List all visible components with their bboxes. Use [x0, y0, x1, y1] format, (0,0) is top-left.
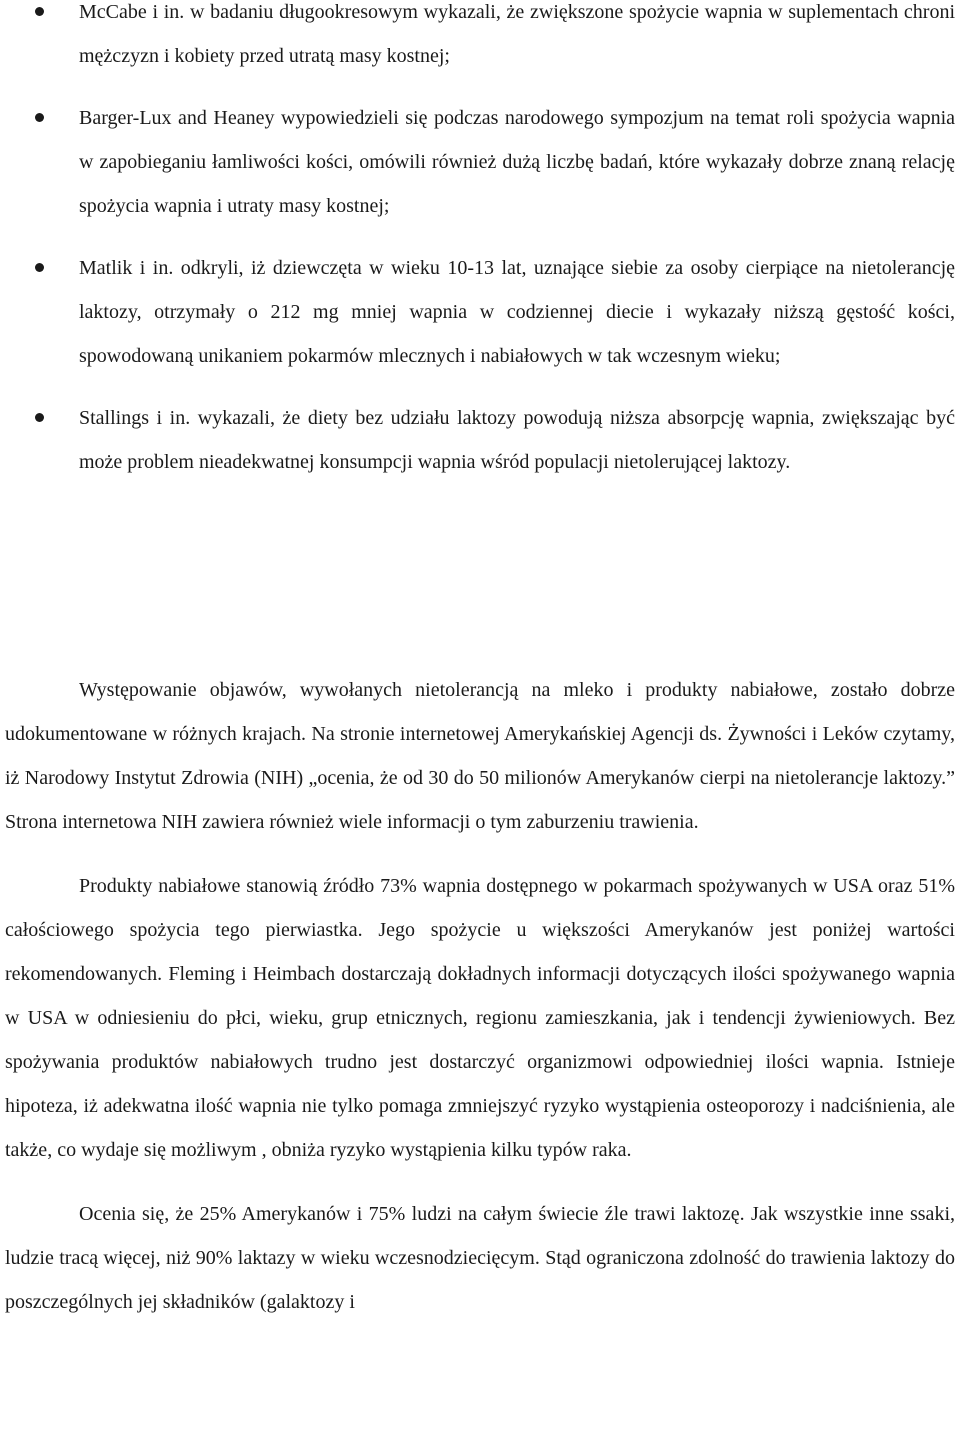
bullet-icon — [35, 7, 44, 16]
paragraph-dairy-calcium: Produkty nabiałowe stanowią źródło 73% wapnia dostępnego w pokarmach spożywanych w USA oraz 51% całościowego spożycia tego pierwiastka. Jego spożycie u większości Amerykanów jest poniżej wartości rekomendowanych. Fleming i Heimbach dostarczają dokładnych informacji dotyczących ilości spożywanego wapnia w USA w odniesieniu do płci, wieku, grup etnicznych, regionu zamieszkania, jak i tendencji żywieniowych. Bez spożywania produktów nabiałowych trudno jest dostarczyć organizmowi odpowiedniej ilości wapnia. Istnieje hipoteza, iż adekwatna ilość wapnia nie tylko pomaga zmniejszyć ryzyko wystąpienia osteoporozy i nadciśnienia, ale także, co wydaje się możliwym , obniża ryzyko wystąpienia kilku typów raka. — [5, 875, 955, 1161]
bullet-item-barger-lux — [0, 96, 955, 228]
bullet-text: Stallings i in. wykazali, że diety bez udziału laktozy powodują niższa absorpcję wapnia, zwiększając być może problem nieadekwatnej konsumpcji wapnia wśród populacji nietolerującej laktozy. — [79, 407, 955, 473]
bullet-text: McCabe i in. w badaniu długookresowym wykazali, że zwiększone spożycie wapnia w suplementach chroni mężczyzn i kobiety przed utratą masy kostnej; — [79, 1, 955, 67]
bullet-icon — [35, 113, 44, 122]
bullet-item-mccabe — [0, 0, 955, 78]
body-text — [5, 668, 955, 1344]
bullet-item-stallings — [0, 396, 955, 484]
bullet-text: Matlik i in. odkryli, iż dziewczęta w wieku 10-13 lat, uznające siebie za osoby cierpiące na nietolerancję laktozy, otrzymały o 212 mg mniej wapnia w codziennej diecie i wykazały niższą gęstość kości, spowodowaną unikaniem pokarmów mlecznych i nabiałowych w tak wczesnym wieku; — [79, 257, 955, 367]
paragraph-lactose-digestion: Ocenia się, że 25% Amerykanów i 75% ludzi na całym świecie źle trawi laktozę. Jak wszystkie inne ssaki, ludzie tracą więcej, niż 90% laktazy w wieku wczesnodziecięcym. Stąd ograniczona zdolność do trawienia laktozy do poszczególnych jej składników (galaktozy i — [5, 1203, 955, 1313]
bullet-icon — [35, 413, 44, 422]
bullet-list — [0, 0, 960, 484]
paragraph-symptoms: Występowanie objawów, wywołanych nietolerancją na mleko i produkty nabiałowe, zostało dobrze udokumentowane w różnych krajach. Na stronie internetowej Amerykańskiej Agencji ds. Żywności i Leków czytamy, iż Narodowy Instytut Zdrowia (NIH) „ocenia, że od 30 do 50 milionów Amerykanów cierpi na nietolerancje laktozy.” Strona internetowa NIH zawiera również wiele informacji o tym zaburzeniu trawienia. — [5, 679, 955, 833]
bullet-text: Barger-Lux and Heaney wypowiedzieli się podczas narodowego sympozjum na temat roli spożycia wapnia w zapobieganiu łamliwości kości, omówili również dużą liczbę badań, które wykazały dobrze znaną relację spożycia wapnia i utraty masy kostnej; — [79, 107, 955, 217]
bullet-icon — [35, 263, 44, 272]
bullet-item-matlik — [0, 246, 955, 378]
